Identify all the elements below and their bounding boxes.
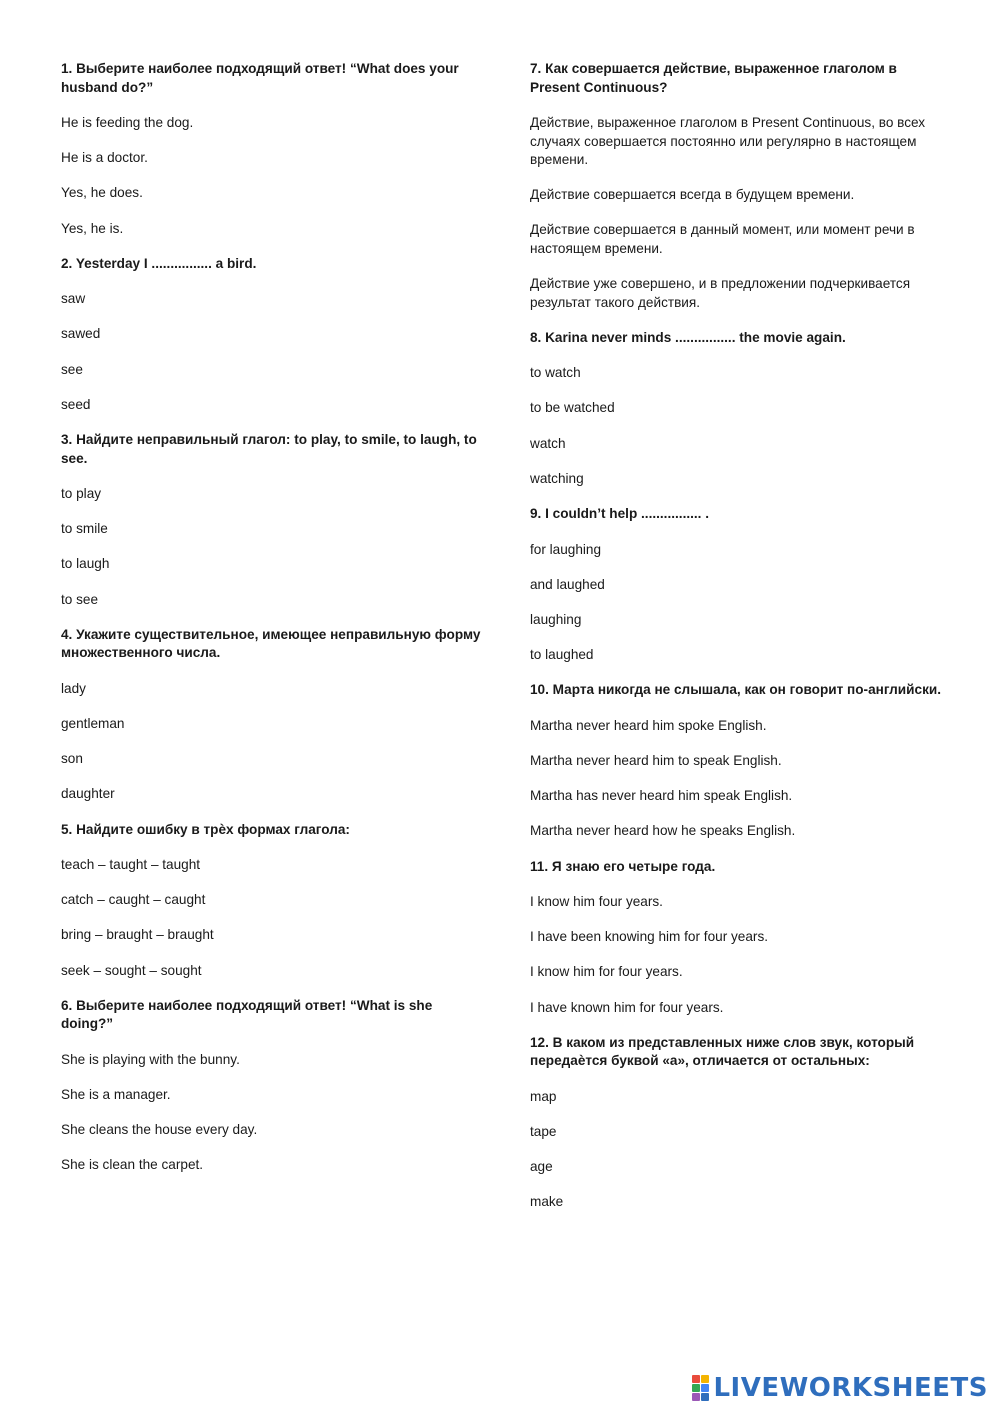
- logo-tile: [701, 1393, 709, 1401]
- answer-option[interactable]: to be watched: [530, 400, 615, 416]
- question-block: [61, 821, 481, 981]
- question-text: 12. В каком из представленных ниже слов звук, который передаѐтся буквой «а», отличается от остальных:: [530, 1034, 915, 1069]
- answer-option[interactable]: She is a manager.: [61, 1086, 171, 1102]
- answer-option[interactable]: to see: [61, 591, 99, 607]
- logo-tile: [701, 1375, 709, 1383]
- question-block: [530, 858, 950, 1018]
- answer-option[interactable]: She cleans the house every day.: [61, 1122, 258, 1138]
- answer-option[interactable]: for laughing: [530, 541, 602, 557]
- question-block: [61, 431, 481, 609]
- answer-option[interactable]: Действие уже совершено, и в предложении подчеркивается результат такого действия.: [530, 276, 911, 310]
- left-column: [61, 60, 481, 1192]
- answer-option[interactable]: see: [61, 361, 83, 377]
- question-text: 5. Найдите ошибку в трѐх формах глагола:: [61, 821, 350, 837]
- answer-option[interactable]: He is a doctor.: [61, 150, 148, 166]
- answer-option[interactable]: to watch: [530, 365, 581, 381]
- answer-option[interactable]: Действие совершается всегда в будущем времени.: [530, 187, 855, 203]
- question-text: 8. Karina never minds ................ the movie again.: [530, 329, 846, 345]
- question-block: [530, 329, 950, 489]
- answer-option[interactable]: Martha never heard him spoke English.: [530, 717, 767, 733]
- answer-option[interactable]: tape: [530, 1123, 557, 1139]
- answer-option[interactable]: Действие, выраженное глаголом в Present Continuous, во всех случаях совершается постоянно или регулярно в настоящем времени.: [530, 115, 926, 167]
- question-block: [61, 255, 481, 415]
- answer-option[interactable]: Martha never heard him to speak English.: [530, 752, 782, 768]
- question-text: 1. Выберите наиболее подходящий ответ! “What does your husband do?”: [61, 61, 459, 95]
- question-block: [61, 997, 481, 1175]
- answer-option[interactable]: Martha has never heard him speak English.: [530, 788, 793, 804]
- question-text: 3. Найдите неправильный глагол: to play, to smile, to laugh, to see.: [61, 432, 477, 466]
- logo-tile: [701, 1384, 709, 1392]
- answer-option[interactable]: age: [530, 1159, 553, 1175]
- logo-text: LIVEWORKSHEETS: [713, 1373, 988, 1403]
- question-block: [530, 1034, 950, 1212]
- answer-option[interactable]: to laugh: [61, 556, 110, 572]
- logo-tile: [692, 1375, 700, 1383]
- answer-option[interactable]: I know him for four years.: [530, 964, 683, 980]
- question-block: [61, 626, 481, 804]
- answer-option[interactable]: watch: [530, 435, 566, 451]
- answer-option[interactable]: Yes, he is.: [61, 220, 124, 236]
- liveworksheets-logo-icon: [692, 1375, 709, 1401]
- answer-option[interactable]: catch – caught – caught: [61, 892, 206, 908]
- answer-option[interactable]: teach – taught – taught: [61, 857, 201, 872]
- answer-option[interactable]: lady: [61, 680, 86, 696]
- answer-option[interactable]: seek – sought – sought: [61, 962, 202, 978]
- answer-option[interactable]: I have been knowing him for four years.: [530, 929, 769, 945]
- answer-option[interactable]: watching: [530, 470, 584, 486]
- question-text: 6. Выберите наиболее подходящий ответ! “What is she doing?”: [61, 997, 433, 1032]
- answer-option[interactable]: laughing: [530, 611, 582, 627]
- answer-option[interactable]: daughter: [61, 786, 115, 802]
- answer-option[interactable]: bring – braught – braught: [61, 927, 214, 943]
- question-block: [530, 505, 950, 665]
- answer-option[interactable]: make: [530, 1194, 564, 1210]
- answer-option[interactable]: and laughed: [530, 576, 605, 592]
- answer-option[interactable]: Yes, he does.: [61, 185, 143, 201]
- answer-option[interactable]: Martha never heard how he speaks English.: [530, 823, 796, 839]
- question-text: 7. Как совершается действие, выраженное глаголом в Present Continuous?: [530, 61, 897, 95]
- liveworksheets-logo: [692, 1374, 988, 1402]
- answer-option[interactable]: map: [530, 1088, 557, 1104]
- answer-option[interactable]: gentleman: [61, 715, 125, 731]
- answer-option[interactable]: to smile: [61, 521, 108, 537]
- question-text: 11. Я знаю его четыре года.: [530, 858, 716, 874]
- answer-option[interactable]: saw: [61, 291, 86, 307]
- answer-option[interactable]: to play: [61, 486, 102, 501]
- answer-option[interactable]: seed: [61, 396, 91, 412]
- logo-tile: [692, 1393, 700, 1401]
- answer-option[interactable]: I have known him for four years.: [530, 999, 724, 1015]
- question-text: 2. Yesterday I ................ a bird.: [61, 255, 257, 271]
- answer-option[interactable]: son: [61, 751, 83, 767]
- answer-option[interactable]: to laughed: [530, 647, 594, 663]
- question-block: [530, 60, 950, 312]
- answer-option[interactable]: sawed: [61, 326, 101, 342]
- logo-tile: [692, 1384, 700, 1392]
- answer-option[interactable]: I know him four years.: [530, 894, 663, 909]
- question-text: 4. Укажите существительное, имеющее неправильную форму множественного числа.: [61, 626, 481, 661]
- answer-option[interactable]: She is clean the carpet.: [61, 1157, 204, 1173]
- question-text: 9. I couldn’t help ................ .: [530, 506, 710, 521]
- answer-option[interactable]: She is playing with the bunny.: [61, 1051, 240, 1067]
- question-text: 10. Марта никогда не слышала, как он говорит по-английски.: [530, 682, 942, 698]
- question-block: [530, 681, 950, 841]
- answer-option[interactable]: Действие совершается в данный момент, или момент речи в настоящем времени.: [530, 222, 915, 256]
- question-block: [61, 60, 481, 238]
- right-column: [530, 60, 950, 1229]
- answer-option[interactable]: He is feeding the dog.: [61, 115, 194, 130]
